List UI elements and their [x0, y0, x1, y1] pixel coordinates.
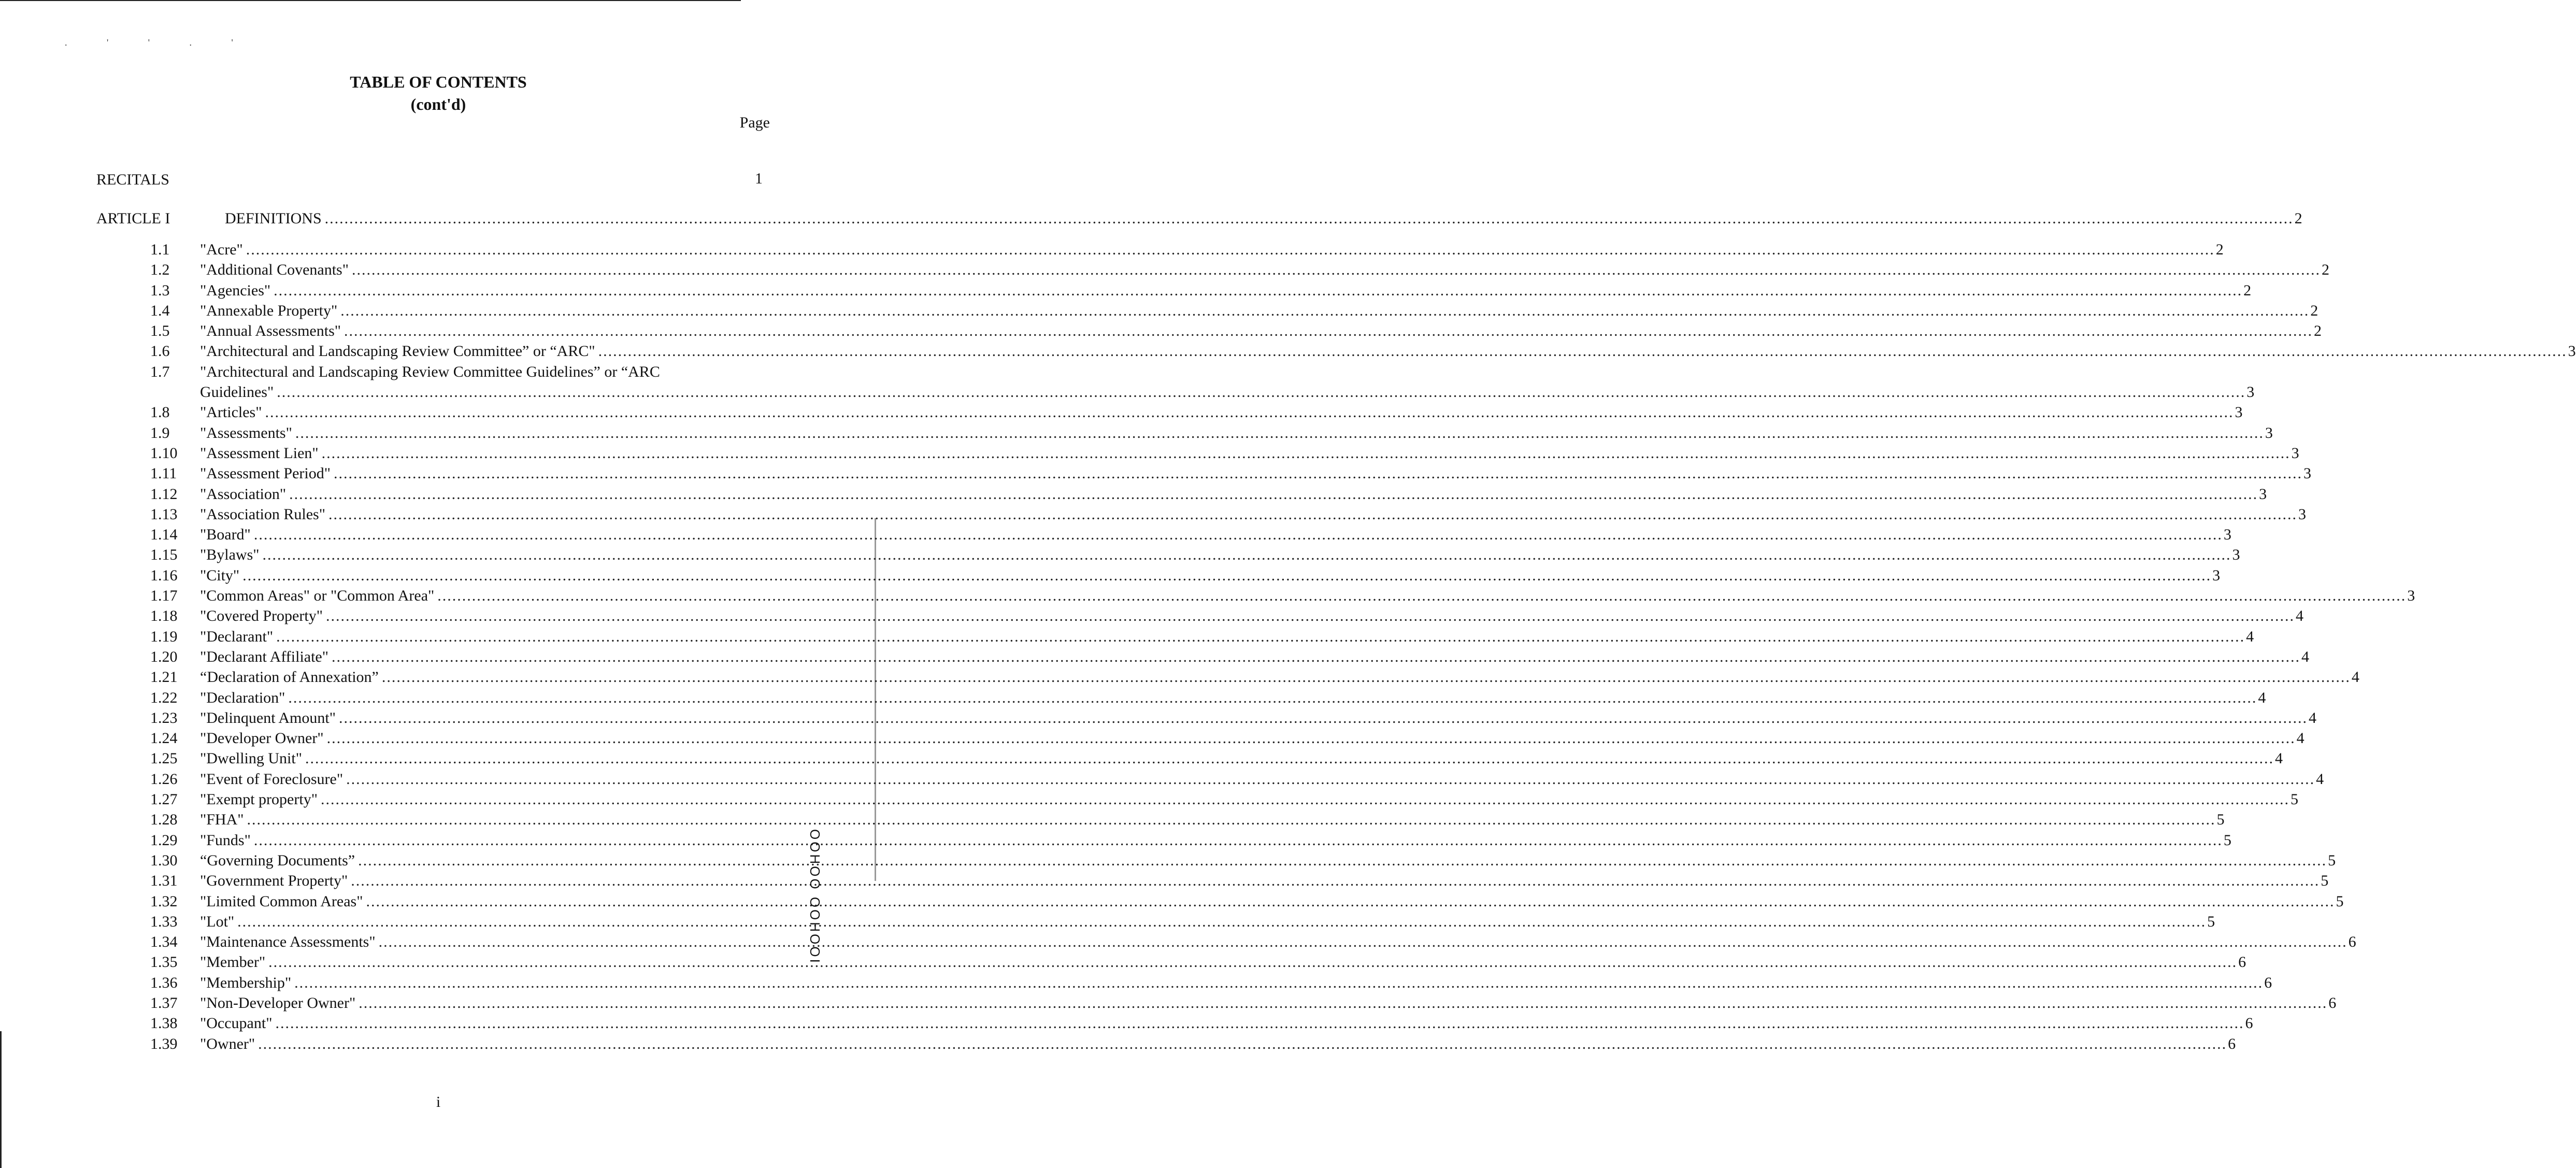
toc-entries — [0, 241, 2576, 1056]
entry-page: 3 — [2265, 424, 2273, 441]
entry-text: "Occupant" — [200, 1015, 273, 1032]
entry-number: 1.24 — [150, 730, 178, 747]
entry-leader-row — [200, 953, 2246, 971]
entry-number: 1.1 — [150, 241, 170, 258]
entry-text: "Government Property" — [200, 872, 348, 890]
toc-entry — [0, 689, 2266, 709]
entry-leader-row — [200, 872, 2329, 890]
entry-number: 1.32 — [150, 892, 178, 910]
entry-text: "Dwelling Unit" — [200, 750, 302, 767]
toc-entry — [0, 241, 2224, 261]
entry-number: 1.7 — [150, 363, 170, 380]
entry-number: 1.36 — [150, 974, 178, 991]
entry-text: "FHA" — [200, 811, 244, 829]
entry-leader-row — [200, 994, 2337, 1012]
dot-leader: ................................................................................................................................................................................................................................................................................................................................................................................................................ — [294, 974, 2264, 991]
toc-entry — [0, 791, 2298, 811]
entry-text: “Declaration of Annexation” — [200, 668, 379, 686]
toc-entry — [0, 302, 2319, 322]
dot-leader: ................................................................................................................................................................................................................................................................................................................................................................................................................ — [338, 709, 2308, 727]
entry-number: 1.14 — [150, 526, 178, 544]
dot-leader: ................................................................................................................................................................................................................................................................................................................................................................................................................ — [253, 526, 2223, 544]
toc-entry — [0, 505, 2306, 526]
toc-entry — [0, 668, 2359, 689]
toc-entry — [0, 322, 2322, 343]
toc-entry — [0, 526, 2231, 546]
entry-number: 1.29 — [150, 831, 178, 849]
entry-leader-row — [200, 628, 2254, 646]
dot-leader: ................................................................................................................................................................................................................................................................................................................................................................................................................ — [358, 851, 2327, 869]
toc-entry — [0, 261, 2329, 281]
toc-entry — [0, 628, 2254, 648]
dot-leader: ................................................................................................................................................................................................................................................................................................................................................................................................................ — [326, 730, 2296, 747]
dot-leader: ................................................................................................................................................................................................................................................................................................................................................................................................................ — [276, 628, 2245, 645]
toc-entry — [0, 831, 2231, 852]
entry-leader-row — [200, 505, 2306, 523]
toc-entry — [0, 363, 2255, 404]
entry-leader-row — [200, 566, 2221, 585]
entry-text: "Non-Developer Owner" — [200, 994, 356, 1012]
entry-number: 1.11 — [150, 465, 177, 482]
entry-number: 1.28 — [150, 811, 178, 829]
entry-page: 3 — [2246, 383, 2255, 401]
entry-leader-row — [200, 913, 2215, 931]
entry-number: 1.12 — [150, 485, 178, 503]
article-title: DEFINITIONS — [225, 210, 322, 227]
dot-leader: ................................................................................................................................................................................................................................................................................................................................................................................................................ — [359, 994, 2328, 1012]
entry-page: 3 — [2235, 404, 2243, 421]
entry-page: 4 — [2301, 648, 2309, 665]
dot-leader: ................................................................................................................................................................................................................................................................................................................................................................................................................ — [340, 302, 2310, 319]
entry-leader-row — [200, 261, 2329, 279]
entry-text: "Assessment Lien" — [200, 444, 319, 462]
entry-page: 4 — [2296, 730, 2305, 747]
page-subtitle: (cont'd) — [410, 95, 466, 113]
entry-page: 4 — [2246, 628, 2254, 645]
entry-page: 6 — [2264, 974, 2272, 991]
toc-entry — [0, 851, 2336, 872]
entry-number: 1.5 — [150, 322, 170, 340]
footer-page-number: i — [436, 1093, 441, 1110]
page-column-label: Page — [739, 114, 770, 131]
toc-entry — [0, 343, 2576, 363]
entry-leader-row — [200, 933, 2356, 951]
toc-entry — [0, 974, 2272, 994]
entry-text: "Board" — [200, 526, 251, 544]
entry-text: "Articles" — [200, 404, 262, 421]
toc-entry — [0, 1015, 2253, 1035]
entry-number: 1.9 — [150, 424, 170, 441]
entry-number: 1.13 — [150, 505, 178, 523]
toc-entry — [0, 607, 2303, 628]
entry-text: "Exempt property" — [200, 791, 318, 808]
toc-entry — [0, 404, 2243, 424]
entry-leader-row — [200, 709, 2316, 727]
entry-leader-row — [200, 607, 2303, 625]
recitals-page: 1 — [755, 170, 763, 187]
toc-entry — [0, 730, 2305, 750]
dot-leader: ................................................................................................................................................................................................................................................................................................................................................................................................................ — [321, 444, 2291, 462]
entry-leader-row — [200, 322, 2322, 340]
entry-leader-row — [200, 648, 2309, 666]
article-page: 2 — [2294, 210, 2302, 227]
entry-text: "Architectural and Landscaping Review Committee” or “ARC" — [200, 343, 595, 360]
entry-leader-row — [200, 546, 2240, 564]
dot-leader: ................................................................................................................................................................................................................................................................................................................................................................................................................ — [344, 322, 2313, 340]
entry-page: 5 — [2321, 872, 2329, 890]
entry-text: "Association" — [200, 485, 287, 503]
toc-entry — [0, 587, 2415, 607]
entry-leader-row — [200, 424, 2273, 442]
entry-page: 5 — [2328, 851, 2336, 869]
entry-text: "Association Rules" — [200, 505, 325, 523]
entry-text: "Common Areas" or "Common Area" — [200, 587, 435, 605]
page-title: TABLE OF CONTENTS — [350, 73, 527, 91]
dot-leader: ................................................................................................................................................................................................................................................................................................................................................................................................................ — [325, 607, 2295, 625]
entry-page: 5 — [2223, 831, 2231, 849]
toc-entry — [0, 281, 2252, 302]
entry-leader-row — [200, 241, 2224, 259]
entry-leader-row — [200, 302, 2319, 320]
toc-entry — [0, 872, 2329, 892]
entry-text: "Agencies" — [200, 281, 271, 299]
entry-text: "Declarant Affiliate" — [200, 648, 328, 665]
entry-number: 1.10 — [150, 444, 178, 462]
entry-text: "Annual Assessments" — [200, 322, 341, 340]
dot-leader: ................................................................................................................................................................................................................................................................................................................................................................................................................ — [346, 770, 2315, 788]
entry-page: 2 — [2321, 261, 2329, 279]
dot-leader: ................................................................................................................................................................................................................................................................................................................................................................................................................ — [333, 465, 2302, 482]
article-title-row — [225, 210, 2302, 227]
dot-leader: ................................................................................................................................................................................................................................................................................................................................................................................................................ — [246, 241, 2215, 258]
entry-page: 6 — [2228, 1035, 2236, 1052]
entry-page: 5 — [2207, 913, 2215, 930]
entry-number: 1.25 — [150, 750, 178, 767]
entry-page: 6 — [2348, 933, 2356, 951]
entry-leader-row — [200, 851, 2336, 870]
entry-text: "Event of Foreclosure" — [200, 770, 344, 788]
entry-page: 6 — [2238, 953, 2246, 971]
top-border-line — [0, 0, 741, 1]
entry-text: "Lot" — [200, 913, 235, 930]
dot-leader: ................................................................................................................................................................................................................................................................................................................................................................................................................ — [262, 546, 2231, 564]
article-label: ARTICLE I — [96, 210, 170, 227]
entry-number: 1.27 — [150, 791, 178, 808]
entry-number: 1.37 — [150, 994, 178, 1012]
entry-text: "Acre" — [200, 241, 243, 258]
entry-page: 3 — [2259, 485, 2267, 503]
entry-number: 1.23 — [150, 709, 178, 727]
entry-leader-row — [200, 831, 2231, 849]
dot-leader: ................................................................................................................................................................................................................................................................................................................................................................................................................ — [242, 566, 2212, 584]
entry-page: 3 — [2291, 444, 2299, 462]
toc-entry — [0, 994, 2337, 1015]
entry-page: 2 — [2310, 302, 2319, 319]
dot-leader: ................................................................................................................................................................................................................................................................................................................................................................................................................ — [324, 210, 2294, 227]
entry-number: 1.20 — [150, 648, 178, 665]
toc-entry — [0, 648, 2309, 668]
entry-number: 1.18 — [150, 607, 178, 625]
toc-entry — [0, 953, 2246, 974]
entry-number: 1.4 — [150, 302, 170, 319]
entry-text: "Declarant" — [200, 628, 274, 645]
entry-number: 1.22 — [150, 689, 178, 706]
entry-number: 1.3 — [150, 281, 170, 299]
entry-number: 1.16 — [150, 566, 178, 584]
entry-text: "Limited Common Areas" — [200, 892, 363, 910]
toc-entry — [0, 546, 2240, 566]
entry-leader-row — [200, 750, 2283, 767]
dot-leader: ................................................................................................................................................................................................................................................................................................................................................................................................................ — [274, 281, 2243, 299]
entry-page: 3 — [2212, 566, 2221, 584]
toc-entry — [0, 709, 2316, 730]
entry-page: 2 — [2243, 281, 2252, 299]
entry-page: 4 — [2316, 770, 2324, 788]
entry-page: 4 — [2295, 607, 2303, 625]
recitals-label: RECITALS — [96, 171, 169, 188]
toc-entry — [0, 485, 2267, 506]
dot-leader: ................................................................................................................................................................................................................................................................................................................................................................................................................ — [237, 913, 2207, 930]
dot-leader: ................................................................................................................................................................................................................................................................................................................................................................................................................ — [268, 953, 2238, 971]
entry-leader-row — [200, 404, 2243, 421]
entry-text: "Assessments" — [200, 424, 292, 441]
entry-page: 3 — [2298, 505, 2306, 523]
entry-page: 3 — [2568, 343, 2576, 360]
entry-text: "Additional Covenants" — [200, 261, 349, 279]
entry-leader-row — [200, 689, 2266, 707]
entry-text: "Annexable Property" — [200, 302, 338, 319]
entry-text: "Owner" — [200, 1035, 255, 1052]
toc-entry — [0, 913, 2215, 933]
entry-page: 2 — [2215, 241, 2224, 258]
entry-page: 6 — [2245, 1015, 2253, 1032]
scan-specks: . ' ' . ' — [65, 37, 252, 48]
dot-leader: ................................................................................................................................................................................................................................................................................................................................................................................................................ — [265, 404, 2234, 421]
entry-number: 1.15 — [150, 546, 178, 564]
entry-text: "Membership" — [200, 974, 292, 991]
entry-leader-row — [200, 1035, 2236, 1053]
entry-page: 3 — [2223, 526, 2231, 544]
entry-leader-row — [200, 730, 2305, 747]
toc-entry — [0, 770, 2324, 791]
entry-number: 1.30 — [150, 851, 178, 869]
entry-page: 3 — [2232, 546, 2240, 564]
entry-leader-row — [200, 668, 2359, 686]
dot-leader: ................................................................................................................................................................................................................................................................................................................................................................................................................ — [258, 1035, 2227, 1052]
toc-entry — [0, 566, 2221, 587]
entry-page: 4 — [2274, 750, 2283, 767]
entry-number: 1.35 — [150, 953, 178, 971]
entry-text: "Delinquent Amount" — [200, 709, 336, 727]
dot-leader: ................................................................................................................................................................................................................................................................................................................................................................................................................ — [253, 831, 2223, 849]
entry-number: 1.33 — [150, 913, 178, 930]
entry-page: 5 — [2290, 791, 2298, 808]
dot-leader: ................................................................................................................................................................................................................................................................................................................................................................................................................ — [320, 791, 2289, 808]
entry-text: "Assessment Period" — [200, 465, 331, 482]
dot-leader: ................................................................................................................................................................................................................................................................................................................................................................................................................ — [275, 1015, 2244, 1032]
dot-leader: ................................................................................................................................................................................................................................................................................................................................................................................................................ — [328, 505, 2297, 523]
entry-text: "Maintenance Assessments" — [200, 933, 376, 951]
entry-page: 4 — [2308, 709, 2316, 727]
entry-number: 1.38 — [150, 1015, 178, 1032]
entry-number: 1.2 — [150, 261, 170, 279]
entry-leader-row — [200, 770, 2324, 788]
entry-leader-row — [200, 1015, 2253, 1032]
entry-text: "Architectural and Landscaping Review Committee Guidelines” or “ARC — [200, 363, 660, 380]
toc-entry — [0, 933, 2356, 953]
entry-leader-row — [200, 281, 2252, 300]
entry-page: 4 — [2258, 689, 2266, 706]
entry-number: 1.19 — [150, 628, 178, 645]
entry-number: 1.26 — [150, 770, 178, 788]
entry-leader-row — [200, 811, 2225, 829]
entry-page: 6 — [2328, 994, 2337, 1012]
dot-leader: ................................................................................................................................................................................................................................................................................................................................................................................................................ — [247, 811, 2216, 829]
entry-text: “Governing Documents” — [200, 851, 355, 869]
toc-entry — [0, 444, 2299, 465]
entry-leader-row — [200, 587, 2415, 605]
entry-text: "Funds" — [200, 831, 251, 849]
dot-leader: ................................................................................................................................................................................................................................................................................................................................................................................................................ — [295, 424, 2264, 441]
entry-leader-row — [200, 444, 2299, 462]
dot-leader: ................................................................................................................................................................................................................................................................................................................................................................................................................ — [289, 485, 2258, 503]
entry-page: 4 — [2351, 668, 2359, 686]
entry-text: "Covered Property" — [200, 607, 323, 625]
entry-page: 3 — [2303, 465, 2311, 482]
entry-leader-row — [200, 526, 2231, 544]
entry-number: 1.6 — [150, 343, 170, 360]
dot-leader: ................................................................................................................................................................................................................................................................................................................................................................................................................ — [305, 750, 2274, 767]
dot-leader: ................................................................................................................................................................................................................................................................................................................................................................................................................ — [351, 261, 2321, 279]
entry-number: 1.31 — [150, 872, 178, 890]
dot-leader: ................................................................................................................................................................................................................................................................................................................................................................................................................ — [598, 343, 2567, 360]
toc-entry — [0, 892, 2344, 913]
side-stamp: OOHOO OOHOOI — [807, 829, 823, 965]
entry-text-continued: Guidelines" — [200, 383, 274, 401]
entry-text: "Member" — [200, 953, 266, 971]
entry-page: 5 — [2336, 892, 2344, 910]
entry-text: "Declaration" — [200, 689, 285, 706]
entry-number: 1.39 — [150, 1035, 178, 1052]
dot-leader: ................................................................................................................................................................................................................................................................................................................................................................................................................ — [332, 648, 2300, 665]
entry-leader-row — [200, 974, 2272, 992]
dot-leader: ................................................................................................................................................................................................................................................................................................................................................................................................................ — [277, 383, 2246, 401]
entry-number: 1.17 — [150, 587, 178, 605]
toc-entry — [0, 811, 2225, 831]
entry-text: "Bylaws" — [200, 546, 260, 564]
entry-leader-row — [200, 892, 2344, 910]
entry-text: "City" — [200, 566, 240, 584]
entry-leader-row — [200, 465, 2311, 482]
entry-page: 5 — [2216, 811, 2225, 829]
entry-leader-row — [200, 791, 2298, 808]
entry-leader-row — [200, 485, 2267, 503]
entry-number: 1.8 — [150, 404, 170, 421]
entry-leader-row — [200, 383, 2255, 401]
toc-entry — [0, 750, 2283, 770]
entry-leader-row — [200, 343, 2576, 360]
toc-entry — [0, 465, 2311, 485]
entry-page: 3 — [2407, 587, 2415, 605]
dot-leader: ................................................................................................................................................................................................................................................................................................................................................................................................................ — [351, 872, 2320, 890]
entry-number: 1.34 — [150, 933, 178, 951]
toc-entry — [0, 1035, 2236, 1056]
dot-leader: ................................................................................................................................................................................................................................................................................................................................................................................................................ — [381, 668, 2351, 686]
dot-leader: ................................................................................................................................................................................................................................................................................................................................................................................................................ — [378, 933, 2348, 951]
dot-leader: ................................................................................................................................................................................................................................................................................................................................................................................................................ — [437, 587, 2407, 605]
dot-leader: ................................................................................................................................................................................................................................................................................................................................................................................................................ — [366, 892, 2335, 910]
entry-text: "Developer Owner" — [200, 730, 324, 747]
entry-page: 2 — [2314, 322, 2322, 340]
toc-entry — [0, 424, 2273, 445]
entry-number: 1.21 — [150, 668, 178, 686]
dot-leader: ................................................................................................................................................................................................................................................................................................................................................................................................................ — [288, 689, 2257, 706]
